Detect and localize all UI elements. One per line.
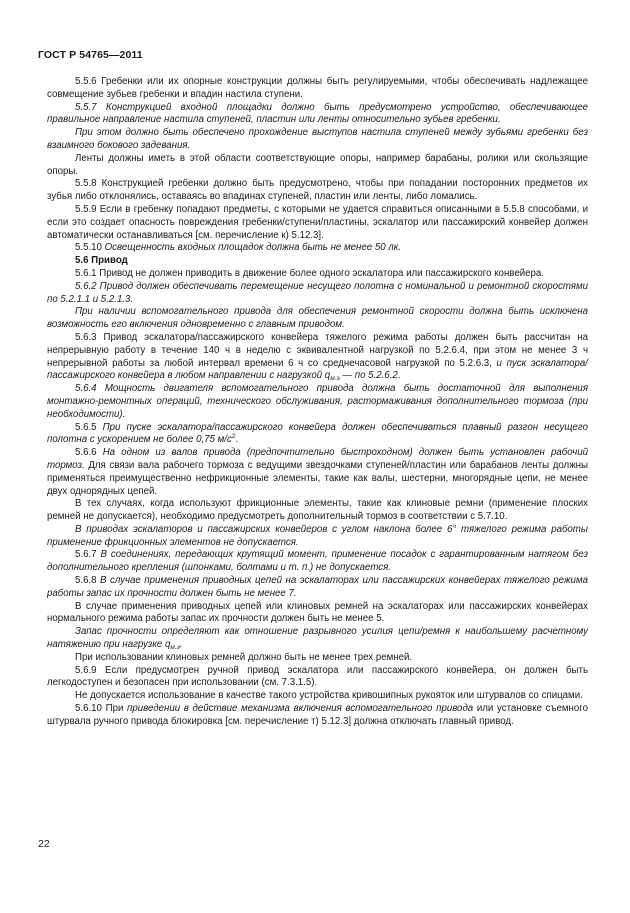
paragraph-text: 5.6.1 Привод не должен приводить в движение более одного эскалатора или пассажирского конвейера. bbox=[75, 267, 544, 279]
document-body bbox=[47, 76, 588, 729]
paragraph bbox=[47, 204, 588, 242]
paragraph-text: . bbox=[179, 639, 183, 651]
paragraph bbox=[47, 332, 588, 383]
paragraph-text: 5.5.9 Если в гребенку попадают предметы, с которыми не удается справиться описанными в 5.5.8 способами, и если это создает опасность повреждения гребенки/ступени/пластины, эскалатор или пассажирский конвейер должен автоматически останавливаться [см. перечисление к) 5.12.3]. bbox=[47, 203, 588, 241]
paragraph-text: 5.5.7 Конструкцией входной площадки должно быть предусмотрено устройство, обеспечивающее правильное направление настила ступеней, пластин или ленты относительно зубьев гребенки. bbox=[47, 101, 588, 126]
paragraph bbox=[47, 575, 588, 601]
paragraph-text: При пуске эскалатора/пассажирского конвейера должен обеспечиваться плавный разгон несущего полотна с ускорением не более 0,75 м/с bbox=[47, 421, 588, 446]
index-text: 2 bbox=[231, 433, 236, 441]
paragraph bbox=[47, 690, 588, 703]
paragraph-text: При этом должно быть обеспечено прохождение выступов настила ступеней между зубьями гребенки без взаимного бокового задевания. bbox=[47, 127, 588, 151]
paragraph bbox=[47, 549, 588, 575]
paragraph-text: 5.6 Привод bbox=[75, 255, 128, 267]
paragraph bbox=[47, 102, 588, 128]
paragraph-text: Для связи вала рабочего тормоза с ведущими звездочками ступеней/пластин или барабанов ленты должны применяться преимущественно нефрикционные элементы, такие как валы, шестерни, многорядные цепи, не менее двух однорядных цепей. bbox=[47, 459, 588, 497]
paragraph-text: и пуск эскалатора/пассажирского конвейера в любом направлении с нагрузкой q bbox=[47, 357, 588, 382]
paragraph bbox=[47, 153, 588, 179]
paragraph-text: 5.5.6 Гребенки или их опорные конструкции должны быть регулируемыми, чтобы обеспечивать надлежащее совмещение зубьев гребенки и впадин настила ступени. bbox=[47, 76, 588, 100]
paragraph bbox=[47, 422, 588, 448]
paragraph bbox=[47, 447, 588, 498]
paragraph-text: приведении в действие механизма включения вспомогательного привода bbox=[127, 703, 474, 715]
paragraph-text: или установке съемного штурвала ручного привода блокировка [см. перечисление т) 5.12.3] должна отключать главный привод. bbox=[47, 703, 588, 727]
index-text: м.э bbox=[170, 644, 180, 652]
paragraph-text: 5.6.10 При bbox=[75, 703, 128, 715]
paragraph bbox=[47, 268, 588, 281]
paragraph bbox=[47, 665, 588, 691]
paragraph bbox=[47, 703, 588, 729]
paragraph-text: В приводах эскалаторов и пассажирских конвейеров с углом наклона более 6° тяжелого режима работы применение фрикционных элементов не допускается. bbox=[47, 523, 588, 548]
paragraph-text: 5.6.3 Привод эскалатора/пассажирского конвейера тяжелого режима работы должен быть рассчитан на непрерывную работу в течение 140 ч в неделю с эквивалентной нагрузкой по 5.2.6.4, при этом не менее 3 ч непрерывной работы за любой интервал времени 6 ч со среднечасовой нагрузкой по 5.2.6.3, bbox=[47, 331, 588, 369]
paragraph-text: 5.6.5 bbox=[75, 421, 103, 433]
paragraph bbox=[47, 242, 588, 255]
paragraph bbox=[47, 281, 588, 307]
index-text: м.э bbox=[330, 375, 340, 383]
paragraph bbox=[47, 498, 588, 524]
paragraph bbox=[47, 306, 588, 332]
paragraph bbox=[47, 601, 588, 627]
paragraph-text: В случае применения приводных цепей или клиновых ремней на эскалаторах или пассажирских конвейерах нормального режима работы запас их прочности должен быть не менее 5. bbox=[47, 600, 588, 625]
paragraph bbox=[47, 383, 588, 421]
paragraph-text: В тех случаях, когда используют фрикционные элементы, такие как клиновые ремни (применение плоских ремней не допускается), необходимо предусмотреть дополнительный тормоз в соответствии с 5.7.10. bbox=[47, 498, 588, 523]
paragraph-text: В случае применения приводных цепей на эскалаторах или пассажирских конвейерах тяжелого режима работы запас их прочности должен быть не менее 7. bbox=[47, 575, 588, 599]
paragraph-text: 5.5.8 Конструкцией гребенки должно быть предусмотрено, чтобы при попадании посторонних предметов их зубья либо отклонялись, оставаясь во впадинах ступеней, пластин или ленты, либо ломались. bbox=[47, 178, 588, 203]
paragraph-text: При наличии вспомогательного привода для обеспечения ремонтной скорости должна быть исключена возможность его включения одновременно с главным приводом. bbox=[47, 306, 588, 331]
paragraph-text: 5.6.7 bbox=[75, 549, 101, 561]
paragraph-text: Не допускается использование в качестве такого устройства кривошипных рукояток или штурвалов со спицами. bbox=[75, 690, 583, 702]
paragraph-text: 5.6.8 bbox=[75, 575, 101, 587]
paragraph bbox=[47, 626, 588, 652]
paragraph bbox=[47, 178, 588, 204]
paragraph-text: 5.5.10 bbox=[75, 242, 105, 254]
paragraph-text: На одном из валов привода (предпочтительно быстроходном) должен быть установлен рабочий тормоз. bbox=[47, 447, 588, 471]
paragraph bbox=[47, 255, 588, 268]
paragraph-text: Запас прочности определяют как отношение разрывного усилия цепи/ремня к наибольшему расчетному натяжению при нагрузке q bbox=[47, 626, 588, 651]
paragraph bbox=[47, 652, 588, 665]
paragraph bbox=[47, 76, 588, 102]
paragraph bbox=[47, 524, 588, 550]
paragraph-text: В соединениях, передающих крутящий момент, применение посадок с гарантированным натягом без дополнительного крепления (шпонками, болтами и т. п.) не допускается. bbox=[47, 549, 588, 574]
paragraph-text: . bbox=[235, 434, 239, 446]
paragraph-text: — по 5.2.6.2 bbox=[339, 370, 398, 382]
paragraph-text: Освещенность входных площадок должна быть не менее 50 лк. bbox=[104, 242, 402, 254]
paragraph bbox=[47, 127, 588, 153]
page-number: 22 bbox=[38, 838, 50, 850]
document-header: ГОСТ Р 54765—2011 bbox=[38, 49, 143, 61]
paragraph-text: При использовании клиновых ремней должно быть не менее трех ремней. bbox=[75, 651, 413, 663]
paragraph-text: Ленты должны иметь в этой области соответствующие опоры, например барабаны, ролики или скользящие опоры. bbox=[47, 152, 588, 177]
paragraph-text: 5.6.9 Если предусмотрен ручной привод эскалатора или пассажирского конвейера, он должен быть легкодоступен и безопасен при использовании (см. 7.3.1.5). bbox=[47, 664, 588, 689]
paragraph-text: . bbox=[397, 370, 401, 382]
paragraph-text: 5.6.4 Мощность двигателя вспомогательного привода должна быть достаточной для выполнения монтажно-ремонтных операций, технического обслуживания, растормаживания дополнительного тормоза (при необходимости). bbox=[47, 383, 588, 420]
paragraph-text: 5.6.2 Привод должен обеспечивать перемещение несущего полотна с номинальной и ремонтной скоростями по 5.2.1.1 и 5.2.1.3. bbox=[47, 280, 588, 305]
paragraph-text: 5.6.6 bbox=[75, 447, 103, 459]
